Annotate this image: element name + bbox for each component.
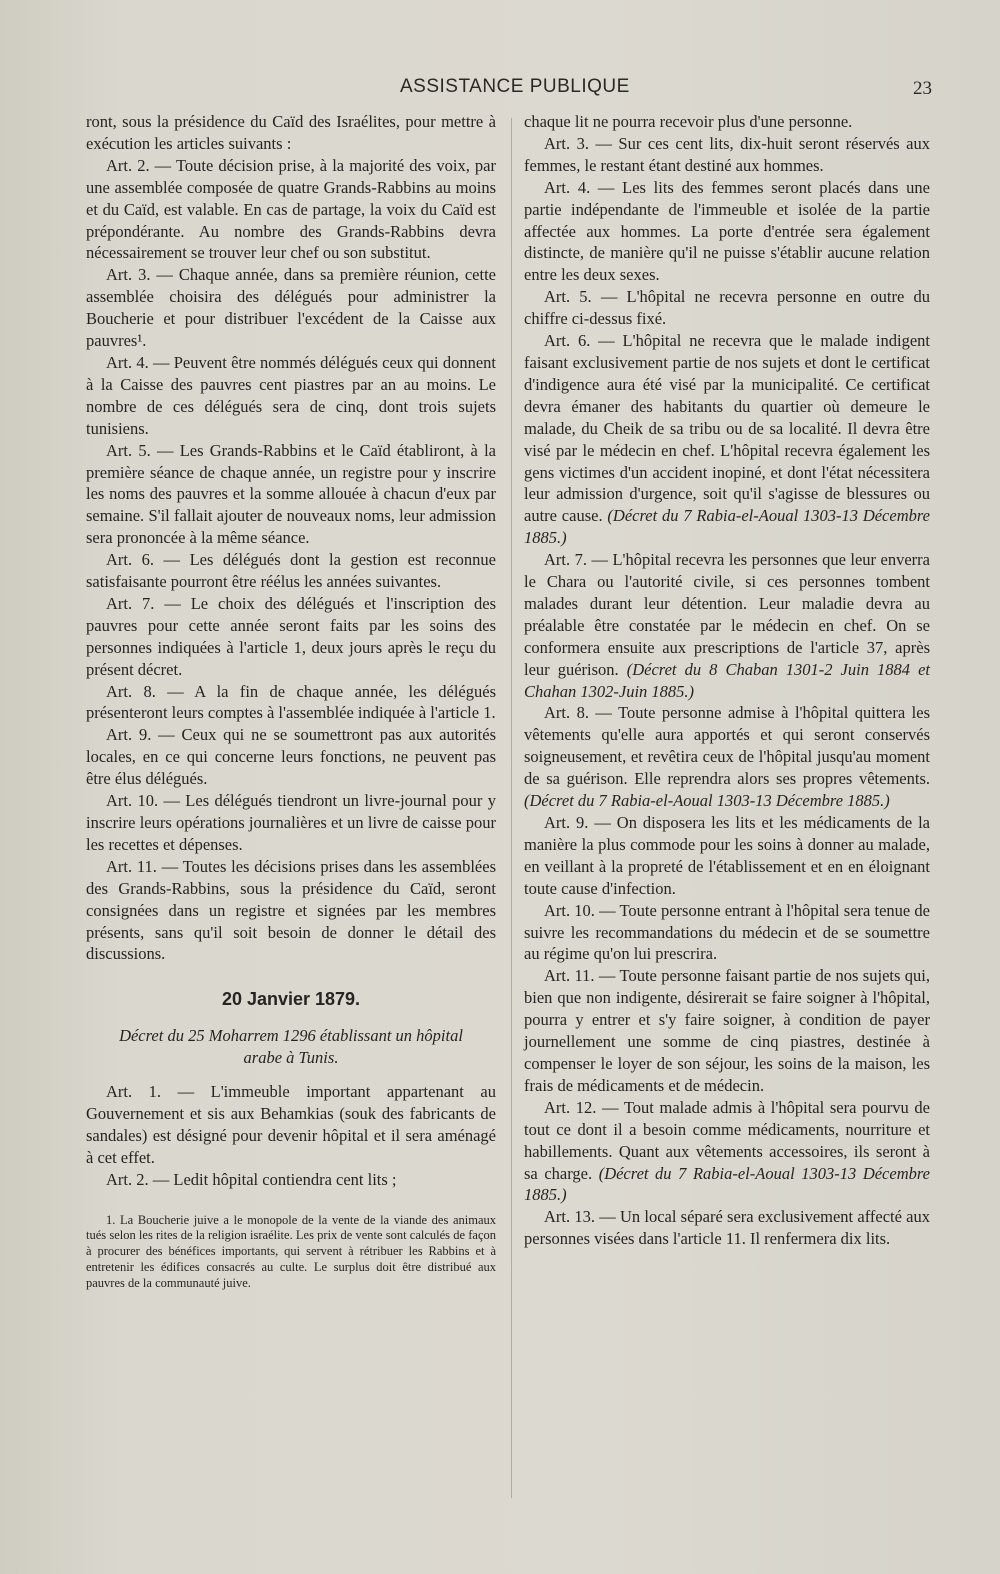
- right-column: [524, 111, 930, 1250]
- article-paragraph: Art. 2. — Ledit hôpital contiendra cent lits ;: [106, 1169, 397, 1189]
- footnote: 1. La Boucherie juive a le monopole de la vente de la viande des animaux tués selon les rites de la religion israélite. Les prix de vente sont calculés de façon à procurer des bénéfices importants, qui servent à rétribuer les Rabbins et à entretenir les édifices consacrés au culte. Le surplus doit être distribué aux pauvres de la communauté juive.: [86, 1212, 496, 1290]
- decree-reference: (Décret du 7 Rabia-el-Aoual 1303-13 Décembre 1885.): [524, 506, 930, 548]
- section-heading: 20 Janvier 1879.: [221, 989, 361, 1010]
- article-paragraph: Art. 6. — Les délégués dont la gestion est reconnue satisfaisante pourront être réélus les années suivantes.: [86, 550, 496, 592]
- article-paragraph: Art. 7. — Le choix des délégués et l'inscription des pauvres pour cette année seront faits par les soins des personnes indiquées à l'article 1, deux jours après le reçu du présent décret.: [86, 593, 496, 679]
- decree-reference: (Décret du 8 Chaban 1301-2 Juin 1884 et Chahan 1302-Juin 1885.): [524, 659, 930, 701]
- article-paragraph: Art. 11. — Toute personne faisant partie de nos sujets qui, bien que non indigente, désirerait se faire soigner à l'hôpital, pourra y entrer et s'y faire soigner, à condition de payer journellement une somme de cinq piastres, destinée à compenser le loyer de son séjour, les soins de la maison, les frais de médicaments et de médecin.: [524, 966, 930, 1095]
- article-paragraph: [524, 549, 930, 702]
- article-paragraph: Art. 3. — Chaque année, dans sa première réunion, cette assemblée choisira des délégués pour administrer la Boucherie et pour distribuer l'excédent de la Caisse aux pauvres¹.: [86, 265, 496, 351]
- article-paragraph: Art. 5. — L'hôpital ne recevra personne en outre du chiffre ci-dessus fixé.: [524, 287, 930, 329]
- article-paragraph: [524, 702, 930, 812]
- left-column: [86, 111, 496, 1292]
- article-paragraph: [524, 1097, 930, 1207]
- running-title: ASSISTANCE PUBLIQUE: [400, 76, 630, 97]
- decree-reference: (Décret du 7 Rabia-el-Aoual 1303-13 Décembre 1885.): [524, 1163, 930, 1205]
- article-paragraph: Art. 9. — Ceux qui ne se soumettront pas aux autorités locales, en ce qui concerne leurs fonctions, ne peuvent pas être élus délégués.: [86, 725, 496, 789]
- column-divider: [511, 118, 512, 1498]
- article-paragraph: Art. 4. — Les lits des femmes seront placés dans une partie indépendante de l'immeuble et isolée de la partie affectée aux hommes. La porte d'entrée sera également distincte, de manière qu'il ne puisse s'établir aucune relation entre les deux sexes.: [524, 177, 930, 285]
- article-paragraph: Art. 13. — Un local séparé sera exclusivement affecté aux personnes visées dans l'article 11. Il renfermera dix lits.: [524, 1207, 930, 1249]
- article-paragraph: Art. 10. — Les délégués tiendront un livre-journal pour y inscrire leurs opérations journalières et un livre de caisse pour les recettes et dépenses.: [86, 791, 496, 854]
- article-text: Art. 8. — Toute personne admise à l'hôpital quittera les vêtements qu'elle aura apportés et qui seront conservés soigneusement, et revêtira ceux de l'hôpital jusqu'au moment de sa guérison. Elle reprendra alors ses propres vêtements.: [524, 703, 930, 789]
- article-paragraph: Art. 1. — L'immeuble important appartenant au Gouvernement et sis aux Behamkias (souk des fabricants de sandales) est désigné pour devenir hôpital et il sera aménagé à cet effet.: [86, 1082, 496, 1167]
- article-paragraph: Art. 2. — Toute décision prise, à la majorité des voix, par une assemblée composée de quatre Grands-Rabbins au moins et du Caïd, est valable. En cas de partage, la voix du Caïd est prépondérante. Au nombre des Grands-Rabbins devra nécessairement se trouver leur chef ou son substitut.: [86, 155, 496, 263]
- article-text: Art. 7. — L'hôpital recevra les personnes que leur enverra le Chara ou l'autorité civile, si ces personnes tombent malades durant leur détention. Leur maladie devra au préalable être constatée par le médecin en chef. On se conformera ensuite aux prescriptions de l'article 37, après leur guérison.: [524, 550, 930, 679]
- article-text: Art. 12. — Tout malade admis à l'hôpital sera pourvu de tout ce dont il a besoin comme médicaments, nourriture et habillements. Quant aux vêtements accessoires, ils seront à sa charge.: [524, 1097, 930, 1183]
- article-text: Art. 6. — L'hôpital ne recevra que le malade indigent faisant exclusivement partie de nos sujets et dont le certificat d'indigence aura été visé par la municipalité. Ce certificat devra émaner des habitants du quartier où demeure le malade, du Cheik de sa tribu ou de sa localité. Il devra être visé par le médecin en chef. L'hôpital recevra également les gens victimes d'un accident inopiné, et dont l'état nécessitera leur admission d'urgence, soit qu'il s'agisse de blessures ou autre cause.: [524, 331, 930, 526]
- article-paragraph: Art. 8. — A la fin de chaque année, les délégués présenteront leurs comptes à l'assemblée indiquée à l'article 1.: [86, 681, 496, 723]
- article-paragraph: Art. 4. — Peuvent être nommés délégués ceux qui donnent à la Caisse des pauvres cent piastres par an au moins. Le nombre de ces délégués sera de cinq, dont trois sujets tunisiens.: [86, 352, 496, 438]
- page-number: 23: [913, 78, 932, 99]
- decree-reference: (Décret du 7 Rabia-el-Aoual 1303-13 Décembre 1885.): [524, 791, 890, 811]
- article-paragraph: Art. 11. — Toutes les décisions prises dans les assemblées des Grands-Rabbins, sous la présidence du Caïd, seront consignées dans un registre et signées par les membres présents, sans qu'il soit besoin de donner le détail des discussions.: [86, 856, 496, 964]
- paragraph: chaque lit ne pourra recevoir plus d'une personne.: [524, 112, 853, 131]
- article-paragraph: Art. 9. — On disposera les lits et les médicaments de la manière la plus commode pour les soins à donner au malade, en veillant à la propreté de l'établissement et en en éloignant toute cause d'infection.: [524, 813, 930, 898]
- article-paragraph: Art. 10. — Toute personne entrant à l'hôpital sera tenue de suivre les recommandations du médecin et de se soumettre au régime qu'on lui prescrira.: [524, 900, 930, 964]
- paragraph: ront, sous la présidence du Caïd des Israélites, pour mettre à exécution les articles suivants :: [86, 112, 496, 153]
- article-paragraph: Art. 3. — Sur ces cent lits, dix-huit seront réservés aux femmes, le restant étant destiné aux hommes.: [524, 133, 930, 175]
- article-paragraph: [524, 330, 930, 549]
- decree-title: Décret du 25 Moharrem 1296 établissant un hôpital arabe à Tunis.: [119, 1026, 463, 1068]
- article-paragraph: Art. 5. — Les Grands-Rabbins et le Caïd établiront, à la première séance de chaque année, un registre pour y inscrire les noms des pauvres et la somme allouée à chacun d'eux par semaine. S'il fallait ajouter de nouveaux noms, leur admission sera prononcée à la même séance.: [86, 440, 496, 548]
